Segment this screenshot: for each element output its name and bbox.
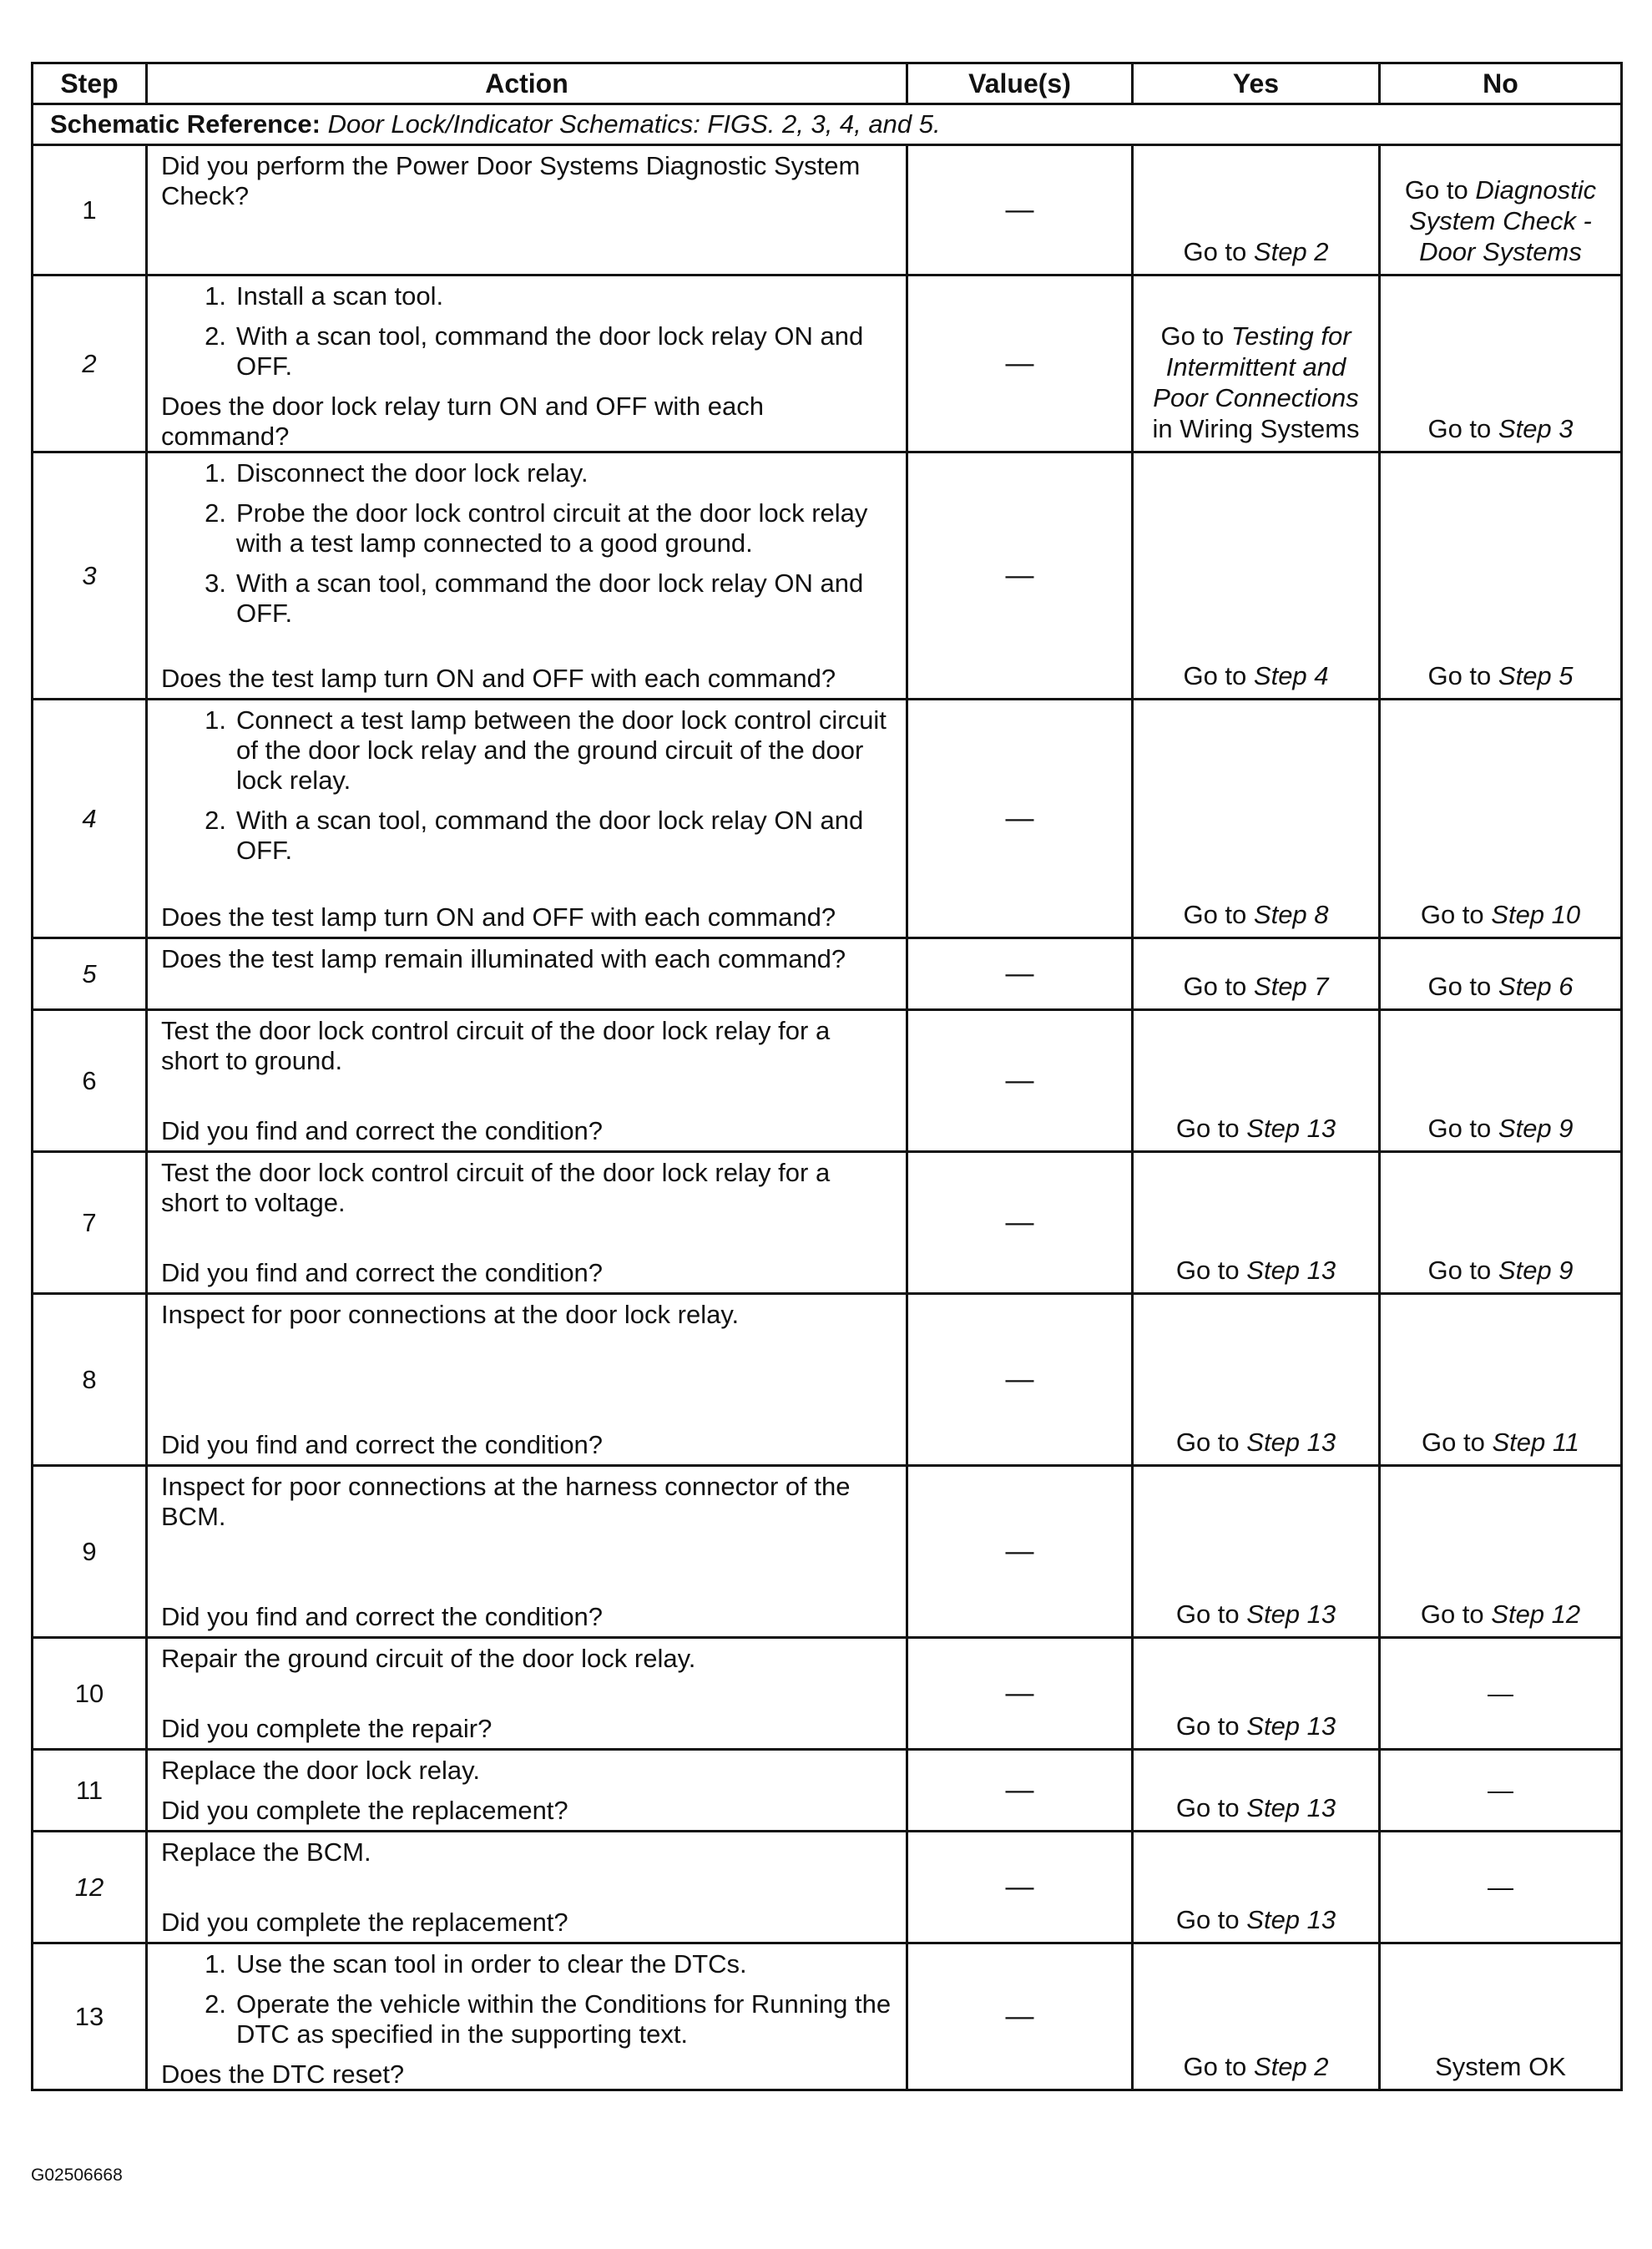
no-goto-prefix: Go to — [1427, 972, 1492, 1001]
step-number: 2 — [33, 275, 147, 452]
action-content — [161, 151, 894, 270]
yes-goto — [1183, 661, 1328, 690]
action-question: Did you complete the replacement? — [161, 1796, 568, 1825]
yes-cell — [1133, 1152, 1380, 1294]
table-row — [33, 1466, 1622, 1638]
action-step-number: 1. — [205, 705, 226, 735]
yes-goto-prefix: Go to — [1183, 237, 1247, 266]
action-steps-list — [161, 281, 894, 382]
yes-goto-prefix: Go to — [1183, 900, 1247, 929]
yes-goto-target: Step 13 — [1246, 1793, 1336, 1822]
schematic-reference-label: Schematic Reference: — [50, 109, 321, 139]
yes-goto-suffix: in Wiring Systems — [1152, 414, 1360, 443]
action-step-text: Install a scan tool. — [236, 281, 444, 311]
schematic-reference-text: Door Lock/Indicator Schematics: FIGS. 2, 3, 4, and 5. — [327, 109, 941, 139]
action-step-text: Operate the vehicle within the Conditions for Running the DTC as specified in the supporting text. — [236, 1989, 892, 2049]
action-step-text: With a scan tool, command the door lock relay ON and OFF. — [236, 569, 864, 628]
action-step-number: 1. — [205, 1949, 226, 1979]
action-steps-list — [161, 705, 894, 866]
yes-goto-prefix: Go to — [1175, 1711, 1240, 1741]
header-yes: Yes — [1133, 63, 1380, 104]
action-body — [161, 458, 894, 639]
no-cell — [1380, 1010, 1622, 1152]
header-row — [33, 63, 1622, 104]
action-cell — [147, 145, 907, 275]
value-cell: — — [907, 938, 1133, 1010]
action-content — [161, 1016, 894, 1146]
step-number: 4 — [33, 700, 147, 938]
yes-goto-target: Step 13 — [1246, 1711, 1336, 1741]
action-question: Does the test lamp turn ON and OFF with each command? — [161, 902, 836, 932]
value-cell: — — [907, 1832, 1133, 1943]
value-cell: — — [907, 452, 1133, 700]
yes-goto — [1176, 1114, 1336, 1143]
action-step-number: 3. — [205, 569, 226, 598]
no-goto-prefix: Go to — [1427, 1256, 1492, 1285]
action-question: Did you find and correct the condition? — [161, 1116, 604, 1145]
yes-goto-target: Step 2 — [1253, 2052, 1329, 2081]
no-goto — [1421, 900, 1580, 929]
action-content — [161, 1949, 894, 2089]
no-goto-target: Step 11 — [1492, 1428, 1580, 1457]
table-row — [33, 275, 1622, 452]
yes-goto — [1176, 1256, 1336, 1285]
action-cell — [147, 1152, 907, 1294]
step-number: 3 — [33, 452, 147, 700]
action-content — [161, 705, 894, 932]
no-result: — — [1488, 1872, 1513, 1902]
action-content — [161, 1756, 894, 1826]
value-cell: — — [907, 145, 1133, 275]
no-goto-target: Step 9 — [1498, 1114, 1574, 1143]
action-body — [161, 281, 894, 392]
yes-cell — [1133, 1466, 1380, 1638]
action-step-item — [161, 321, 894, 382]
action-body — [161, 1644, 894, 1674]
yes-cell — [1133, 700, 1380, 938]
table-row — [33, 1638, 1622, 1750]
table-row — [33, 1832, 1622, 1943]
yes-goto-prefix: Go to — [1183, 2052, 1247, 2081]
header-values: Value(s) — [907, 63, 1133, 104]
yes-goto-target: Step 13 — [1246, 1905, 1336, 1934]
action-step-item — [161, 806, 894, 866]
action-step-item — [161, 1949, 894, 1979]
action-question: Did you find and correct the condition? — [161, 1602, 604, 1631]
action-step-item — [161, 569, 894, 629]
yes-goto — [1176, 1905, 1336, 1934]
no-goto-prefix: Go to — [1421, 1428, 1485, 1457]
action-step-text: Connect a test lamp between the door lock control circuit of the door lock relay and the ground circuit of the door lock relay. — [236, 705, 887, 795]
value-cell: — — [907, 275, 1133, 452]
table-row — [33, 1010, 1622, 1152]
no-goto-prefix: Go to — [1427, 1114, 1492, 1143]
no-goto — [1427, 661, 1573, 690]
value-cell: — — [907, 700, 1133, 938]
yes-goto — [1176, 1793, 1336, 1822]
action-question: Did you complete the repair? — [161, 1714, 493, 1743]
action-step-text: Use the scan tool in order to clear the DTCs. — [236, 1949, 747, 1979]
yes-cell — [1133, 452, 1380, 700]
action-content — [161, 1472, 894, 1632]
header-action: Action — [147, 63, 907, 104]
action-step-text: Disconnect the door lock relay. — [236, 458, 589, 488]
action-text: Replace the door lock relay. — [161, 1756, 480, 1785]
action-step-text: With a scan tool, command the door lock relay ON and OFF. — [236, 806, 864, 865]
no-goto — [1405, 175, 1596, 266]
action-steps-list — [161, 1949, 894, 2049]
value-cell: — — [907, 1943, 1133, 2090]
action-cell — [147, 1294, 907, 1466]
action-cell — [147, 1010, 907, 1152]
step-number: 13 — [33, 1943, 147, 2090]
action-text: Inspect for poor connections at the harness connector of the BCM. — [161, 1472, 851, 1531]
action-body — [161, 1016, 894, 1076]
no-goto-prefix: Go to — [1427, 414, 1492, 443]
yes-cell — [1133, 1750, 1380, 1832]
action-text: Did you perform the Power Door Systems Diagnostic System Check? — [161, 151, 861, 210]
action-question: Did you find and correct the condition? — [161, 1258, 604, 1287]
no-cell — [1380, 275, 1622, 452]
yes-goto-target: Step 7 — [1253, 972, 1329, 1001]
action-step-number: 2. — [205, 321, 226, 351]
step-number: 7 — [33, 1152, 147, 1294]
yes-goto-prefix: Go to — [1175, 1114, 1240, 1143]
action-text: Test the door lock control circuit of the door lock relay for a short to ground. — [161, 1016, 831, 1075]
no-cell — [1380, 700, 1622, 938]
no-cell — [1380, 145, 1622, 275]
no-goto-target: Diagnostic System Check - Door Systems — [1409, 175, 1597, 266]
diagnostic-table — [31, 62, 1623, 2091]
yes-goto-target: Step 2 — [1253, 237, 1329, 266]
yes-goto — [1176, 1428, 1336, 1457]
schematic-reference-row — [33, 104, 1622, 145]
no-goto-target: Step 3 — [1498, 414, 1574, 443]
yes-goto-prefix: Go to — [1175, 1428, 1240, 1457]
step-number: 1 — [33, 145, 147, 275]
action-step-item — [161, 705, 894, 796]
action-step-item — [161, 458, 894, 488]
yes-goto — [1183, 2052, 1328, 2081]
action-cell — [147, 1638, 907, 1750]
yes-goto-prefix: Go to — [1160, 321, 1225, 351]
action-text: Repair the ground circuit of the door lock relay. — [161, 1644, 696, 1673]
action-question: Does the door lock relay turn ON and OFF with each command? — [161, 392, 764, 451]
action-content — [161, 1837, 894, 1938]
table-row — [33, 938, 1622, 1010]
action-step-text: With a scan tool, command the door lock relay ON and OFF. — [236, 321, 864, 381]
action-step-item — [161, 281, 894, 311]
value-cell: — — [907, 1466, 1133, 1638]
yes-cell — [1133, 1010, 1380, 1152]
no-goto — [1427, 1114, 1573, 1143]
no-cell — [1380, 1152, 1622, 1294]
action-text: Test the door lock control circuit of the door lock relay for a short to voltage. — [161, 1158, 831, 1217]
action-cell — [147, 1466, 907, 1638]
action-body — [161, 1949, 894, 2059]
action-text: Replace the BCM. — [161, 1837, 371, 1867]
yes-goto — [1183, 237, 1328, 266]
step-number: 12 — [33, 1832, 147, 1943]
no-goto — [1421, 1600, 1580, 1629]
no-goto-prefix: Go to — [1420, 1600, 1484, 1629]
action-step-item — [161, 1989, 894, 2049]
action-step-item — [161, 498, 894, 558]
action-content — [161, 944, 894, 1004]
action-body — [161, 151, 894, 211]
yes-goto — [1183, 900, 1328, 929]
action-body — [161, 1837, 894, 1867]
action-step-text: Probe the door lock control circuit at the door lock relay with a test lamp connected to a good ground. — [236, 498, 868, 558]
action-body — [161, 705, 894, 876]
yes-goto-prefix: Go to — [1175, 1600, 1240, 1629]
yes-goto-target: Step 13 — [1246, 1114, 1336, 1143]
header-step: Step — [33, 63, 147, 104]
action-step-number: 1. — [205, 458, 226, 488]
no-cell — [1380, 452, 1622, 700]
yes-cell — [1133, 145, 1380, 275]
yes-goto-prefix: Go to — [1183, 972, 1247, 1001]
no-goto — [1422, 1428, 1579, 1457]
step-number: 9 — [33, 1466, 147, 1638]
no-cell — [1380, 1466, 1622, 1638]
no-goto-prefix: Go to — [1404, 175, 1468, 205]
no-cell — [1380, 1832, 1622, 1943]
table-row — [33, 145, 1622, 275]
action-step-number: 2. — [205, 806, 226, 835]
yes-goto — [1183, 972, 1328, 1001]
action-cell — [147, 1832, 907, 1943]
action-content — [161, 458, 894, 694]
action-body — [161, 1472, 894, 1532]
action-step-number: 2. — [205, 1989, 226, 2019]
no-goto — [1427, 972, 1573, 1001]
table-row — [33, 1750, 1622, 1832]
yes-goto-target: Step 13 — [1246, 1256, 1336, 1285]
action-step-number: 2. — [205, 498, 226, 528]
action-question: Does the test lamp turn ON and OFF with each command? — [161, 664, 836, 693]
action-cell — [147, 275, 907, 452]
value-cell: — — [907, 1010, 1133, 1152]
table-row — [33, 1943, 1622, 2090]
no-goto-target: Step 12 — [1491, 1600, 1581, 1629]
yes-cell — [1133, 938, 1380, 1010]
no-goto-target: Step 6 — [1498, 972, 1574, 1001]
yes-cell — [1133, 1294, 1380, 1466]
no-cell — [1380, 1638, 1622, 1750]
action-question: Did you complete the replacement? — [161, 1908, 568, 1937]
action-question: Does the DTC reset? — [161, 2059, 405, 2089]
action-body — [161, 944, 894, 974]
no-goto — [1427, 414, 1573, 443]
no-result: — — [1488, 1776, 1513, 1805]
action-content — [161, 1158, 894, 1288]
step-number: 5 — [33, 938, 147, 1010]
action-cell — [147, 938, 907, 1010]
figure-id: G02506668 — [31, 2166, 123, 2185]
table-row — [33, 1152, 1622, 1294]
yes-cell — [1133, 1943, 1380, 2090]
yes-goto-target: Step 13 — [1246, 1428, 1336, 1457]
action-cell — [147, 452, 907, 700]
action-cell — [147, 700, 907, 938]
schematic-reference — [33, 104, 1622, 145]
no-cell — [1380, 938, 1622, 1010]
no-cell — [1380, 1294, 1622, 1466]
table-row — [33, 700, 1622, 938]
action-steps-list — [161, 458, 894, 629]
no-cell — [1380, 1943, 1622, 2090]
value-cell: — — [907, 1294, 1133, 1466]
action-body — [161, 1158, 894, 1218]
yes-goto-prefix: Go to — [1175, 1256, 1240, 1285]
table-row — [33, 1294, 1622, 1466]
no-goto-prefix: Go to — [1420, 900, 1484, 929]
no-goto-target: Step 9 — [1498, 1256, 1574, 1285]
yes-goto-prefix: Go to — [1175, 1905, 1240, 1934]
yes-goto-target: Step 4 — [1253, 661, 1329, 690]
yes-goto-target: Step 13 — [1246, 1600, 1336, 1629]
action-text: Does the test lamp remain illuminated with each command? — [161, 944, 846, 973]
action-content — [161, 1644, 894, 1744]
yes-cell — [1133, 1638, 1380, 1750]
yes-goto — [1176, 1600, 1336, 1629]
step-number: 6 — [33, 1010, 147, 1152]
step-number: 10 — [33, 1638, 147, 1750]
action-body — [161, 1300, 894, 1330]
no-result: — — [1488, 1679, 1513, 1708]
no-cell — [1380, 1750, 1622, 1832]
no-goto-target: Step 5 — [1498, 661, 1574, 690]
yes-goto-target: Testing for Intermittent and Poor Connections — [1153, 321, 1359, 412]
step-number: 11 — [33, 1750, 147, 1832]
table-body — [33, 104, 1622, 2090]
no-goto — [1427, 1256, 1573, 1285]
yes-goto-target: Step 8 — [1253, 900, 1329, 929]
yes-goto — [1176, 1711, 1336, 1741]
action-text: Inspect for poor connections at the door lock relay. — [161, 1300, 740, 1329]
action-cell — [147, 1750, 907, 1832]
table-row — [33, 452, 1622, 700]
action-content — [161, 1300, 894, 1460]
value-cell: — — [907, 1638, 1133, 1750]
yes-cell — [1133, 1832, 1380, 1943]
yes-goto-prefix: Go to — [1175, 1793, 1240, 1822]
no-goto-prefix: Go to — [1427, 661, 1492, 690]
action-question: Did you find and correct the condition? — [161, 1430, 604, 1459]
value-cell: — — [907, 1750, 1133, 1832]
action-body — [161, 1756, 894, 1786]
yes-goto-prefix: Go to — [1183, 661, 1247, 690]
yes-cell — [1133, 275, 1380, 452]
value-cell: — — [907, 1152, 1133, 1294]
header-no: No — [1380, 63, 1622, 104]
yes-goto — [1153, 321, 1358, 412]
action-content — [161, 281, 894, 451]
action-step-number: 1. — [205, 281, 226, 311]
action-cell — [147, 1943, 907, 2090]
no-goto-target: Step 10 — [1491, 900, 1581, 929]
step-number: 8 — [33, 1294, 147, 1466]
no-result: System OK — [1435, 2052, 1566, 2081]
